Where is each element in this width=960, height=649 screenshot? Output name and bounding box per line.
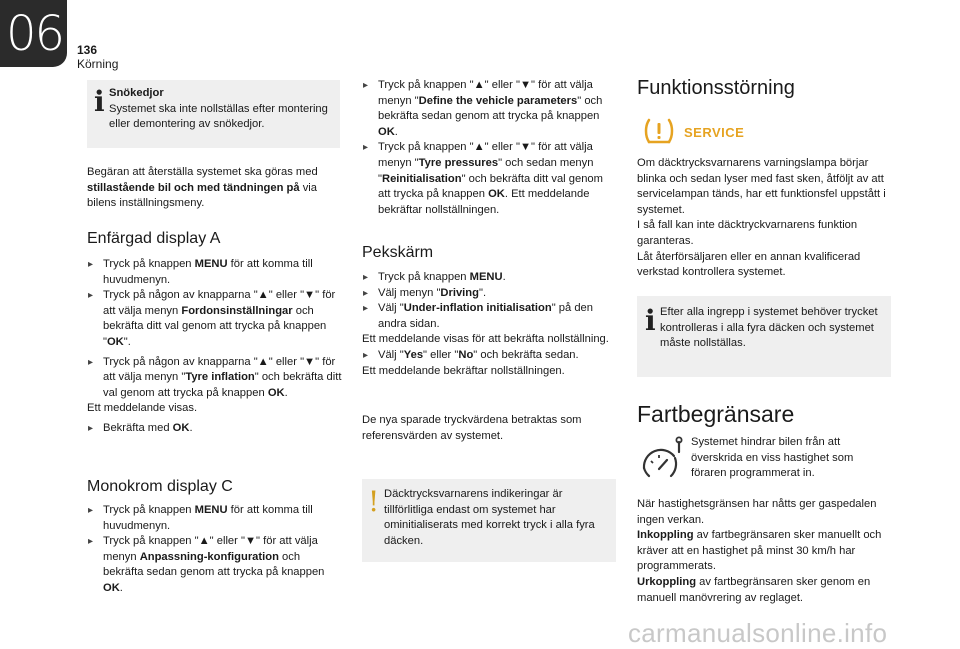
list-item: ▸ Välj "Yes" eller "No" och bekräfta sedan. — [362, 348, 618, 364]
text-run: via bilens inställningsmeny. — [87, 181, 318, 210]
reference-values-paragraph: De nya sparade tryckvärdena betraktas som referensvärden av systemet. — [362, 414, 582, 442]
watermark: carmanualsonline.info — [628, 618, 888, 648]
heading-display-a: Enfärgad display A — [87, 230, 221, 247]
info-icon: i — [94, 85, 105, 118]
service-warning-label: SERVICE — [684, 125, 745, 140]
speed-limiter-description — [637, 497, 895, 606]
reset-intro-paragraph — [87, 165, 343, 212]
message-shown-text: Ett meddelande visas. — [87, 402, 198, 415]
page-number: 136 — [77, 43, 98, 57]
heading-speed-limiter: Fartbegränsare — [637, 401, 795, 427]
speed-limiter-intro: Systemet hindrar bilen från att överskrida en viss hastighet som föraren programmerat in. — [691, 436, 854, 480]
touchscreen-message-1: Ett meddelande visas för att bekräfta nollställning. — [362, 333, 609, 346]
list-item: ▸ Bekräfta med OK. — [87, 421, 343, 437]
malfunction-text-2: I så fall kan inte däcktryckvarnarens funktion garanteras. — [637, 219, 858, 247]
heading-malfunction: Funktionsstörning — [637, 77, 795, 99]
touchscreen-message-2: Ett meddelande bekräftar nollställningen. — [362, 364, 565, 377]
deactivation-text: Urkoppling av fartbegränsaren sker genom en manuell manövrering av reglaget. — [637, 575, 871, 604]
info-icon: i — [645, 304, 656, 337]
activation-text: Inkoppling av fartbegränsaren sker manuellt och kräver att en hastighet på minst 30 km/h har programmerats. — [637, 529, 882, 573]
after-work-info-text: Efter alla ingrepp i systemet behöver trycket kontrolleras i alla fyra däcken och systemet måste nollställas. — [660, 306, 878, 350]
list-item: ▸ Tryck på knappen "▲" eller "▼" för att välja menyn "Tyre pressures" och sedan menyn "Reinitialisation" och bekräfta ditt val genom att trycka på knappen OK. Ett meddelande bekräftar nollställningen. — [362, 140, 618, 218]
tyre-pressure-warning-icon — [644, 116, 674, 146]
malfunction-text-1: Om däcktrycksvarnarens varningslampa börjar blinka och sedan lyser med fast sken, åtföljt av att servicelampan tänds, har ett funktionsfel uppstått i systemet. — [637, 157, 886, 216]
list-item: ▸ Tryck på knappen MENU för att komma till huvudmenyn. — [87, 257, 343, 288]
malfunction-paragraph — [637, 156, 895, 281]
heading-display-c: Monokrom display C — [87, 478, 233, 495]
text-run-bold: stillastående bil och med tändningen på — [87, 181, 300, 194]
info-box-title: Snökedjor — [109, 87, 164, 99]
list-item: ▸ Tryck på knappen MENU. — [362, 270, 618, 286]
display-c-steps-continued — [362, 78, 618, 218]
list-item: ▸ Tryck på knappen MENU för att komma till huvudmenyn. — [87, 503, 343, 534]
list-item: ▸ Välj "Under-inflation initialisation" på den andra sidan. — [362, 301, 618, 332]
display-a-steps — [87, 257, 343, 437]
limit-reached-text: När hastighetsgränsen har nåtts ger gaspedalen ingen verkan. — [637, 498, 877, 526]
snow-chains-info-text — [109, 86, 337, 133]
text-run: Begäran att återställa systemet ska göras med — [87, 166, 318, 178]
chapter-number: 06 — [6, 6, 64, 62]
warning-box-text: Däcktrycksvarnarens indikeringar är tillförlitliga endast om systemet har ominitialiserats med korrekt tryck i alla fyra däcken. — [384, 488, 595, 547]
chapter-title: Körning — [77, 57, 119, 71]
list-item: ▸ Tryck på någon av knapparna "▲" eller "▼" för att välja menyn Fordonsinställningar och bekräfta ditt val genom att trycka på knappen "OK". — [87, 288, 343, 350]
touchscreen-steps — [362, 270, 618, 379]
info-box-body: Systemet ska inte nollställas efter montering eller demontering av snökedjor. — [109, 102, 328, 131]
warning-exclamation-icon: ! — [368, 485, 380, 518]
list-item: ▸ Tryck på någon av knapparna "▲" eller "▼" för att välja menyn "Tyre inflation" och bekräfta ditt val genom att trycka på knappen OK. — [87, 355, 343, 402]
list-item: ▸ Tryck på knappen "▲" eller "▼" för att välja menyn "Define the vehicle parameters" och bekräfta sedan genom att trycka på knappen OK. — [362, 78, 618, 140]
heading-touchscreen: Pekskärm — [362, 244, 434, 261]
list-item: ▸ Tryck på knappen "▲" eller "▼" för att välja menyn Anpassning-konfiguration och bekräfta sedan genom att trycka på knappen OK. — [87, 534, 343, 596]
speed-limiter-icon — [638, 436, 688, 482]
malfunction-text-3: Låt återförsäljaren eller en annan kvalificerad verkstad kontrollera systemet. — [637, 250, 861, 279]
list-item: ▸ Välj menyn "Driving". — [362, 286, 618, 302]
display-c-steps — [87, 503, 343, 597]
